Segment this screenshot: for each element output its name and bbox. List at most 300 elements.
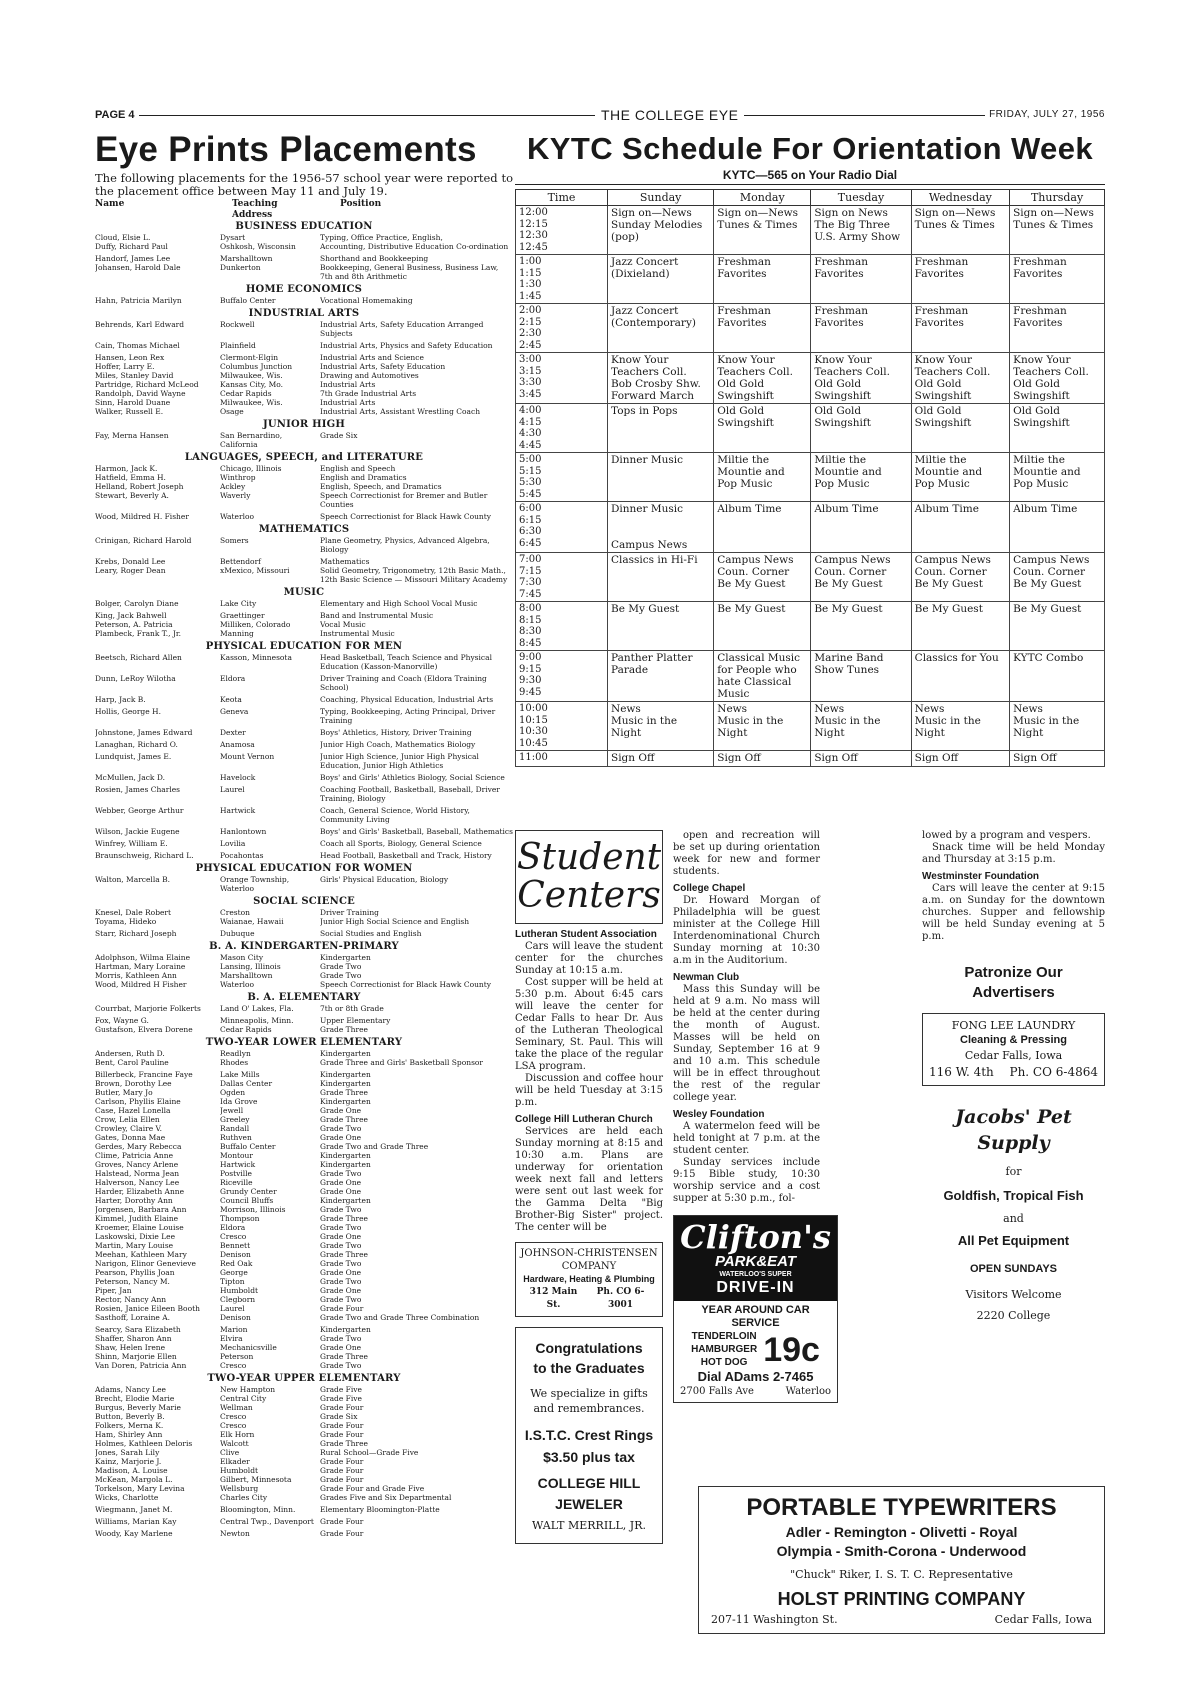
placement-row [95, 557, 513, 584]
placement-row [95, 707, 513, 725]
paper-title: THE COLLEGE EYE [595, 108, 744, 122]
placement-address: Dysart Oshkosh, Wisconsin [220, 233, 296, 251]
schedule-program: News Music in the Night [608, 702, 714, 751]
section-heading: B. A. KINDERGARTEN-PRIMARY [209, 941, 399, 952]
cliftons-menu [674, 1330, 837, 1369]
student-centers-title [515, 830, 663, 924]
placement-row [95, 1517, 513, 1526]
placement-row [95, 875, 513, 893]
placement-position: Boys' Athletics, History, Driver Training [320, 728, 472, 737]
placement-name: Starr, Richard Joseph [95, 929, 177, 938]
placement-address: Marshalltown Dunkerton [220, 254, 273, 272]
schedule-program: Miltie the Mountie and Pop Music [811, 453, 911, 502]
placement-row [95, 254, 513, 281]
cliftons-l4: HAMBURGER [691, 1344, 758, 1355]
patronize-l2: Advertisers [972, 984, 1055, 1001]
placement-position: Social Studies and English [320, 929, 422, 938]
schedule-row [516, 353, 1105, 404]
cliftons-ad [673, 1215, 838, 1403]
schedule-program: Classical Music for People who hate Classical Music [714, 651, 811, 702]
placement-address: Chicago, Illinois Winthrop Ackley Waverly [220, 464, 282, 500]
schedule-program: Old Gold Swingshift [1010, 404, 1105, 453]
placement-position: Mathematics Solid Geometry, Trigonometry, 12th Basic Math., 12th Basic Science — Missouri Military Academy [320, 557, 508, 584]
chapel-paragraph: Dr. Howard Morgan of Philadelphia will be guest minister at the College Hill Interdenominational Church Sunday morning at 10:30 a.m in the Auditorium. [673, 895, 820, 966]
placement-address: Somers [220, 536, 249, 545]
hill-paragraph: Services are held each Sunday morning at 8:15 and 10:30 a.m. Plans are underway for orientation week next fall and letters were sent out last week for the Gamma Delta "Big Brother-Big Sister" project. The center will be [515, 1126, 663, 1233]
grads-l1: Congratulations [535, 1340, 643, 1356]
placement-position: Junior High Coach, Mathematics Biology [320, 740, 476, 749]
wesley-p2: Sunday services include 9:15 Bible study, 10:30 worship service and a cost supper at 5:30 p.m., fol- [673, 1157, 820, 1204]
johnson-ad [515, 1242, 663, 1317]
placements-headers [95, 199, 513, 221]
wesley-heading: Wesley Foundation [673, 1109, 765, 1120]
placement-address: Eldora [220, 674, 246, 683]
schedule-program: Know Your Teachers Coll. Old Gold Swingshift [1010, 353, 1105, 404]
schedule-row [516, 206, 1105, 255]
placement-row [95, 908, 513, 926]
grads-l6: COLLEGE HILL [537, 1475, 641, 1491]
schedule-program: Freshman Favorites [714, 304, 811, 353]
placement-address: Rockwell [220, 320, 255, 329]
lutheran-p3: Discussion and coffee hour will be held Tuesday at 3:15 p.m. [515, 1073, 663, 1108]
placement-name: Wiegmann, Janet M. [95, 1505, 173, 1514]
placement-position: Grade Six [320, 431, 358, 440]
placements-column [95, 130, 513, 1541]
schedule-program: Album Time [911, 502, 1009, 553]
placement-name: Behrends, Karl Edward [95, 320, 185, 329]
grads-l4: I.S.T.C. Crest Rings [524, 1427, 654, 1443]
placement-name: Beetsch, Richard Allen [95, 653, 182, 662]
schedule-program: Dinner Music Campus News [608, 502, 714, 553]
newman-paragraph: Mass this Sunday will be held at 9 a.m. No mass will be held at the center during the month of August. Masses will be held on Sunday, September 16 at 9 and 10 a.m. This schedule will be in effect throughout the rest of the regular college year. [673, 984, 820, 1103]
schedule-row [516, 751, 1105, 767]
placement-address: Hartwick [220, 806, 256, 815]
grads-l2: to the Graduates [533, 1360, 645, 1376]
placement-row [95, 728, 513, 737]
schedule-program: News Music in the Night [714, 702, 811, 751]
placement-name: Fox, Wayne G. Gustafson, Elvera Dorene [95, 1016, 193, 1034]
placement-row [95, 839, 513, 848]
placement-row [95, 341, 513, 350]
placement-address: Laurel [220, 785, 245, 794]
placement-position: Shorthand and Bookkeeping Bookkeeping, General Business, Business Law, 7th and 8th Arithmetic [320, 254, 499, 281]
fonglee-l1: FONG LEE LAUNDRY [951, 1019, 1076, 1032]
placement-name: Wilson, Jackie Eugene [95, 827, 180, 836]
schedule-program: Sign on—News Tunes & Times [911, 206, 1009, 255]
placement-position: Speech Correctionist for Black Hawk County [320, 512, 491, 521]
schedule-program: Be My Guest [714, 602, 811, 651]
schedule-program: KYTC Combo [1010, 651, 1105, 702]
cont-paragraph: open and recreation will be set up during orientation week for new and former students. [673, 830, 820, 877]
schedule-program: Miltie the Mountie and Pop Music [714, 453, 811, 502]
schedule-col-header: Thursday [1010, 190, 1105, 206]
placement-address: Waterloo [220, 512, 254, 521]
holst-city: Cedar Falls, Iowa [994, 1613, 1092, 1626]
johnson-contact [518, 1286, 660, 1312]
placement-row [95, 599, 513, 608]
hill-heading: College Hill Lutheran Church [515, 1114, 653, 1125]
johnson-l2: COMPANY [561, 1261, 617, 1272]
kytc-subhead: KYTC—565 on Your Radio Dial [515, 168, 1105, 185]
placement-name: Dunn, LeRoy Wilotha [95, 674, 176, 683]
jacobs-l7: Visitors Welcome [965, 1288, 1062, 1301]
jacobs-l1: Jacobs' Pet Supply [955, 1106, 1072, 1154]
holst-contact [707, 1612, 1096, 1627]
placement-address: Anamosa [220, 740, 255, 749]
schedule-col-header: Time [516, 190, 608, 206]
schedule-program: Tops in Pops [608, 404, 714, 453]
cliftons-drive: DRIVE-IN [716, 1279, 795, 1296]
placement-position: Grade Five Grade Five Grade Four Grade Six Grade Four Grade Four Grade Three Rural School—Grade Five Grade Four Grade Four Grade Four Grade Four and Grade Five Grades Five and Six Departmental [320, 1385, 452, 1502]
schedule-times: 5:00 5:15 5:30 5:45 [516, 453, 608, 502]
placement-name: Webber, George Arthur [95, 806, 184, 815]
placement-address: Mason City Lansing, Illinois Marshalltown Waterloo [220, 953, 281, 989]
fonglee-addr: 116 W. 4th [929, 1065, 994, 1079]
r-p2: Snack time will be held Monday and Thursday at 3:15 p.m. [922, 842, 1105, 865]
placement-row [95, 296, 513, 305]
schedule-program: News Music in the Night [811, 702, 911, 751]
placement-position: Boys' and Girls' Basketball, Baseball, Mathematics [320, 827, 513, 836]
schedule-row [516, 255, 1105, 304]
placement-address: Pocahontas [220, 851, 264, 860]
placement-position: Typing, Bookkeeping, Acting Principal, Driver Training [320, 707, 496, 725]
holst-l3: Olympia - Smith-Corona - Underwood [776, 1543, 1027, 1559]
placement-row [95, 536, 513, 554]
cliftons-addr1: 2700 Falls Ave [680, 1386, 754, 1397]
fonglee-contact [929, 1063, 1098, 1081]
placement-address: Keota [220, 695, 242, 704]
placement-row [95, 1325, 513, 1370]
schedule-program: Sign on News The Big Three U.S. Army Show [811, 206, 911, 255]
placement-position: Coaching Football, Basketball, Baseball, Driver Training, Biology [320, 785, 500, 803]
placement-row [95, 1049, 513, 1067]
cliftons-park: PARK&EAT [714, 1253, 797, 1270]
placement-row [95, 851, 513, 860]
holst-l5: HOLST PRINTING COMPANY [777, 1589, 1026, 1609]
placement-name: Andersen, Ruth D. Bent, Carol Pauline [95, 1049, 169, 1067]
placement-name: Winfrey, William E. [95, 839, 168, 848]
holst-l4: "Chuck" Riker, I. S. T. C. Representative [790, 1568, 1013, 1581]
schedule-times: 3:00 3:15 3:30 3:45 [516, 353, 608, 404]
schedule-program: Know Your Teachers Coll. Old Gold Swingshift [911, 353, 1009, 404]
placement-row [95, 1070, 513, 1322]
placement-address: Mount Vernon [220, 752, 275, 761]
kytc-schedule-table [515, 189, 1105, 767]
schedule-program: Old Gold Swingshift [911, 404, 1009, 453]
section-heading: MATHEMATICS [258, 524, 350, 535]
schedule-program: Campus News Coun. Corner Be My Guest [1010, 553, 1105, 602]
placement-position: Driver Training Junior High Social Science and English [320, 908, 470, 926]
kytc-column [515, 130, 1105, 767]
placement-position: Kindergarten Grade Three and Girls' Basketball Sponsor [320, 1049, 484, 1067]
r-p1: lowed by a program and vespers. [922, 830, 1091, 841]
placement-address: Land O' Lakes, Fla. [220, 1004, 294, 1013]
header-position: Position [340, 199, 382, 209]
wesley-p1: A watermelon feed will be held tonight at 7 p.m. at the student center. [673, 1121, 820, 1156]
placement-row [95, 827, 513, 836]
schedule-col-header: Tuesday [811, 190, 911, 206]
placement-name: Adolphson, Wilma Elaine Hartman, Mary Loraine Morris, Kathleen Ann Wood, Mildred H Fisher [95, 953, 191, 989]
placement-position: Kindergarten Grade Two Grade One Grade Three Grade Two [320, 1325, 371, 1370]
schedule-row [516, 502, 1105, 553]
placement-name: Johnstone, James Edward [95, 728, 193, 737]
holst-ad [698, 1486, 1105, 1634]
grads-l5: $3.50 plus tax [543, 1449, 635, 1465]
schedule-program: Miltie the Mountie and Pop Music [1010, 453, 1105, 502]
schedule-row [516, 553, 1105, 602]
placement-address: Minneapolis, Minn. Cedar Rapids [220, 1016, 294, 1034]
placement-name: Adams, Nancy Lee Brecht, Elodie Marie Burgus, Beverly Marie Button, Beverly B. Folkers, Merna K. Ham, Shirley Ann Holmes, Kathleen Deloris Jones, Sarah Lily Kainz, Marjorie J. Madison, A. Louise McKean, Margola L. Torkelson, Mary Levina Wicks, Charlotte [95, 1385, 193, 1502]
placement-position: Grade Four [320, 1517, 364, 1526]
placement-address: Newton [220, 1529, 250, 1538]
schedule-row [516, 651, 1105, 702]
placement-name: Krebs, Donald Lee Leary, Roger Dean [95, 557, 166, 575]
fonglee-phone: Ph. CO 6-4864 [1009, 1065, 1098, 1079]
schedule-times: 12:00 12:15 12:30 12:45 [516, 206, 608, 255]
schedule-program: Old Gold Swingshift [811, 404, 911, 453]
placement-address: Creston Waianae, Hawaii [220, 908, 284, 926]
schedule-program: Album Time [714, 502, 811, 553]
placement-name: Cain, Thomas Michael [95, 341, 180, 350]
placement-row [95, 929, 513, 938]
placement-position: Grade Four [320, 1529, 364, 1538]
placement-name: Hansen, Leon Rex Hoffer, Larry E. Miles, Stanley David Partridge, Richard McLeod Randolph, David Wayne Sinn, Harold Duane Walker, Russell E. [95, 353, 199, 416]
schedule-row [516, 602, 1105, 651]
schedule-program: Be My Guest [911, 602, 1009, 651]
johnson-l3: Hardware, Heating & Plumbing [523, 1274, 655, 1284]
placement-name: McMullen, Jack D. [95, 773, 165, 782]
placement-row [95, 233, 513, 251]
placement-address: Dexter [220, 728, 246, 737]
schedule-header-row [516, 190, 1105, 206]
placement-name: Braunschweig, Richard L. [95, 851, 194, 860]
grads-l8: WALT MERRILL, JR. [532, 1519, 646, 1532]
student-col-2 [673, 830, 831, 1403]
placement-row [95, 953, 513, 989]
schedule-program: News Music in the Night [1010, 702, 1105, 751]
cliftons-price: 19c [763, 1330, 820, 1369]
lutheran-heading: Lutheran Student Association [515, 929, 657, 940]
schedule-program: Jazz Concert (Contemporary) [608, 304, 714, 353]
placement-position: Industrial Arts, Safety Education Arranged Subjects [320, 320, 484, 338]
placement-name: Lundquist, James E. [95, 752, 172, 761]
placement-position: English and Speech English and Dramatics English, Speech, and Dramatics Speech Correctionist for Bremer and Butler Counties [320, 464, 488, 509]
johnson-addr: 312 Main St. [529, 1287, 578, 1310]
schedule-program: Album Time [1010, 502, 1105, 553]
section-heading: HOME ECONOMICS [245, 284, 363, 295]
schedule-program: Freshman Favorites [1010, 255, 1105, 304]
lutheran-p2: Cost supper will be held at 5:30 p.m. About 6:45 cars will leave the center for Cedar Falls to hear Dr. Aus of the Lutheran Theological Seminary, St. Paul. This will take the place of the regular LSA program. [515, 977, 663, 1072]
jacobs-l2: for [1005, 1165, 1022, 1178]
placement-row [95, 773, 513, 782]
placement-name: Hollis, George H. [95, 707, 161, 716]
issue-date: FRIDAY, JULY 27, 1956 [985, 108, 1105, 122]
placement-name: Cloud, Elsie L. Duffy, Richard Paul [95, 233, 168, 251]
placement-position: Girls' Physical Education, Biology [320, 875, 449, 884]
placement-position: 7th or 8th Grade [320, 1004, 384, 1013]
schedule-program: Be My Guest [608, 602, 714, 651]
header-address: Teaching Address [232, 199, 278, 220]
section-heading: LANGUAGES, SPEECH, and LITERATURE [184, 452, 424, 463]
schedule-program: Jazz Concert (Dixieland) [608, 255, 714, 304]
section-heading: MUSIC [283, 587, 325, 598]
placement-position: Industrial Arts, Physics and Safety Education [320, 341, 493, 350]
schedule-times: 1:00 1:15 1:30 1:45 [516, 255, 608, 304]
placement-address: Central Twp., Davenport [220, 1517, 314, 1526]
placement-name: Wood, Mildred H. Fisher [95, 512, 189, 521]
placement-address: Graettinger Milliken, Colorado Manning [220, 611, 291, 638]
schedule-program: Be My Guest [1010, 602, 1105, 651]
cliftons-addr2: Waterloo [785, 1386, 831, 1397]
placement-row [95, 512, 513, 521]
schedule-row [516, 404, 1105, 453]
placement-row [95, 752, 513, 770]
schedule-program: Miltie the Mountie and Pop Music [911, 453, 1009, 502]
fonglee-l3: Cedar Falls, Iowa [964, 1049, 1063, 1062]
placements-headline: Eye Prints Placements [95, 130, 477, 169]
newman-heading: Newman Club [673, 972, 740, 983]
johnson-phone: Ph. CO 6-3001 [596, 1287, 645, 1310]
page-number: PAGE 4 [95, 108, 139, 122]
cliftons-l5: HOT DOG [700, 1357, 748, 1368]
placement-name: Fay, Merna Hansen [95, 431, 169, 440]
placement-address: Bloomington, Minn. [220, 1505, 296, 1514]
grads-l3: We specialize in gifts and remembrances. [530, 1387, 648, 1415]
grads-l7: JEWELER [555, 1496, 623, 1512]
section-heading: SOCIAL SCIENCE [253, 896, 355, 907]
cliftons-banner [674, 1216, 837, 1301]
placement-row [95, 1016, 513, 1034]
jacobs-l5: All Pet Equipment [957, 1233, 1070, 1248]
placement-row [95, 1385, 513, 1502]
placement-row [95, 785, 513, 803]
holst-l2: Adler - Remington - Olivetti - Royal [785, 1524, 1018, 1540]
placement-row [95, 674, 513, 692]
holst-addr: 207-11 Washington St. [711, 1613, 838, 1626]
placement-position: Elementary and High School Vocal Music [320, 599, 478, 608]
placement-name: Crinigan, Richard Harold [95, 536, 192, 545]
schedule-program: Be My Guest [811, 602, 911, 651]
placement-address: Lake City [220, 599, 257, 608]
schedule-program: Freshman Favorites [811, 304, 911, 353]
placement-address: New Hampton Central City Wellman Cresco Cresco Elk Horn Walcott Clive Elkader Humboldt Gilbert, Minnesota Wellsburg Charles City [220, 1385, 292, 1502]
schedule-program: Marine Band Show Tunes [811, 651, 911, 702]
placement-row [95, 1004, 513, 1013]
west-paragraph: Cars will leave the center at 9:15 a.m. on Sunday for the downtown churches. Supper and fellowship will be held Sunday evening at 5 p.m. [922, 883, 1105, 942]
jacobs-l6: OPEN SUNDAYS [969, 1263, 1057, 1275]
cliftons-waterloo: WATERLOO'S SUPER [719, 1271, 792, 1278]
placement-position: Typing, Office Practice, English, Accounting, Distributive Education Co-ordination [320, 233, 509, 251]
placement-row [95, 353, 513, 416]
schedule-program: Know Your Teachers Coll. Bob Crosby Shw. Forward March [608, 353, 714, 404]
schedule-program: Know Your Teachers Coll. Old Gold Swingshift [811, 353, 911, 404]
schedule-program: Album Time [811, 502, 911, 553]
placement-row [95, 695, 513, 704]
placement-address: Havelock [220, 773, 256, 782]
placement-row [95, 806, 513, 824]
placement-name: Rosien, James Charles [95, 785, 181, 794]
schedule-program: Classics in Hi-Fi [608, 553, 714, 602]
cliftons-l3: TENDERLOIN [691, 1331, 757, 1342]
placement-address: Kasson, Minnesota [220, 653, 292, 662]
cliftons-address [674, 1385, 837, 1398]
schedule-program: Old Gold Swingshift [714, 404, 811, 453]
schedule-times: 8:00 8:15 8:30 8:45 [516, 602, 608, 651]
placement-address: Hanlontown [220, 827, 267, 836]
placement-row [95, 431, 513, 449]
placement-row [95, 320, 513, 338]
fonglee-l2: Cleaning & Pressing [960, 1034, 1067, 1046]
section-heading: PHYSICAL EDUCATION FOR WOMEN [195, 863, 413, 874]
schedule-program: Freshman Favorites [911, 304, 1009, 353]
placement-position: Band and Instrumental Music Vocal Music Instrumental Music [320, 611, 434, 638]
schedule-times: 7:00 7:15 7:30 7:45 [516, 553, 608, 602]
placement-position: Head Basketball, Teach Science and Physical Education (Kasson-Manorville) [320, 653, 492, 671]
schedule-program: Classics for You [911, 651, 1009, 702]
placement-name: Lanaghan, Richard O. [95, 740, 178, 749]
placement-position: Coaching, Physical Education, Industrial Arts [320, 695, 494, 704]
schedule-times: 9:00 9:15 9:30 9:45 [516, 651, 608, 702]
placement-address: Readlyn Rhodes [220, 1049, 251, 1067]
kytc-headline: KYTC Schedule For Orientation Week [527, 131, 1093, 166]
student-col-3 [922, 830, 1105, 1323]
johnson-l1: JOHNSON-CHRISTENSEN [520, 1248, 658, 1259]
schedule-program: Freshman Favorites [1010, 304, 1105, 353]
schedule-program: News Music in the Night [911, 702, 1009, 751]
placement-name: Knesel, Dale Robert Toyama, Hideko [95, 908, 172, 926]
chapel-heading: College Chapel [673, 883, 746, 894]
jacobs-l4: and [1003, 1212, 1024, 1225]
section-heading: JUNIOR HIGH [262, 419, 346, 430]
west-heading: Westminster Foundation [922, 871, 1040, 882]
placement-address: Marion Elvira Mechanicsville Peterson Cresco [220, 1325, 277, 1370]
placement-position: Head Football, Basketball and Track, History [320, 851, 492, 860]
student-col-1 [515, 830, 663, 1544]
section-heading: TWO-YEAR UPPER ELEMENTARY [207, 1373, 401, 1384]
header-name: Name [95, 199, 125, 209]
section-heading: B. A. ELEMENTARY [247, 992, 361, 1003]
placement-address: Geneva [220, 707, 249, 716]
section-heading: BUSINESS EDUCATION [235, 221, 373, 232]
placement-name: Walton, Marcella B. [95, 875, 170, 884]
section-heading: PHYSICAL EDUCATION FOR MEN [205, 641, 403, 652]
patronize-l1: Patronize Our [964, 964, 1063, 981]
section-heading: TWO-YEAR LOWER ELEMENTARY [205, 1037, 403, 1048]
schedule-row [516, 702, 1105, 751]
schedule-program: Know Your Teachers Coll. Old Gold Swingshift [714, 353, 811, 404]
title-line-1: Student [516, 837, 662, 878]
placement-name: Handorf, James Lee Johansen, Harold Dale [95, 254, 181, 272]
placement-address: San Bernardino, California [220, 431, 283, 449]
holst-l1: PORTABLE TYPEWRITERS [746, 1494, 1057, 1521]
placement-position: Plane Geometry, Physics, Advanced Algebra, Biology [320, 536, 490, 554]
schedule-program: Panther Platter Parade [608, 651, 714, 702]
schedule-program: Sign Off [811, 751, 911, 767]
placement-row [95, 611, 513, 638]
placement-name: Searcy, Sara Elizabeth Shaffer, Sharon Ann Shaw, Helen Irene Shinn, Marjorie Ellen Van Doren, Patricia Ann [95, 1325, 187, 1370]
placement-address: Plainfield [220, 341, 256, 350]
placement-name: Hahn, Patricia Marilyn [95, 296, 182, 305]
schedule-program: Sign Off [608, 751, 714, 767]
patronize-box [922, 963, 1105, 1003]
placement-name: Harmon, Jack K. Hatfield, Emma H. Helland, Robert Joseph Stewart, Beverly A. [95, 464, 184, 500]
placement-position: Junior High Science, Junior High Physical Education, Junior High Athletics [320, 752, 479, 770]
cliftons-logo: Clifton's [680, 1218, 831, 1256]
cliftons-l2: SERVICE [731, 1317, 780, 1329]
placements-intro: The following placements for the 1956-57 school year were reported to the placement office between May 11 and July 19. [95, 171, 513, 198]
placement-sections [95, 221, 513, 1541]
fonglee-ad [922, 1013, 1105, 1086]
